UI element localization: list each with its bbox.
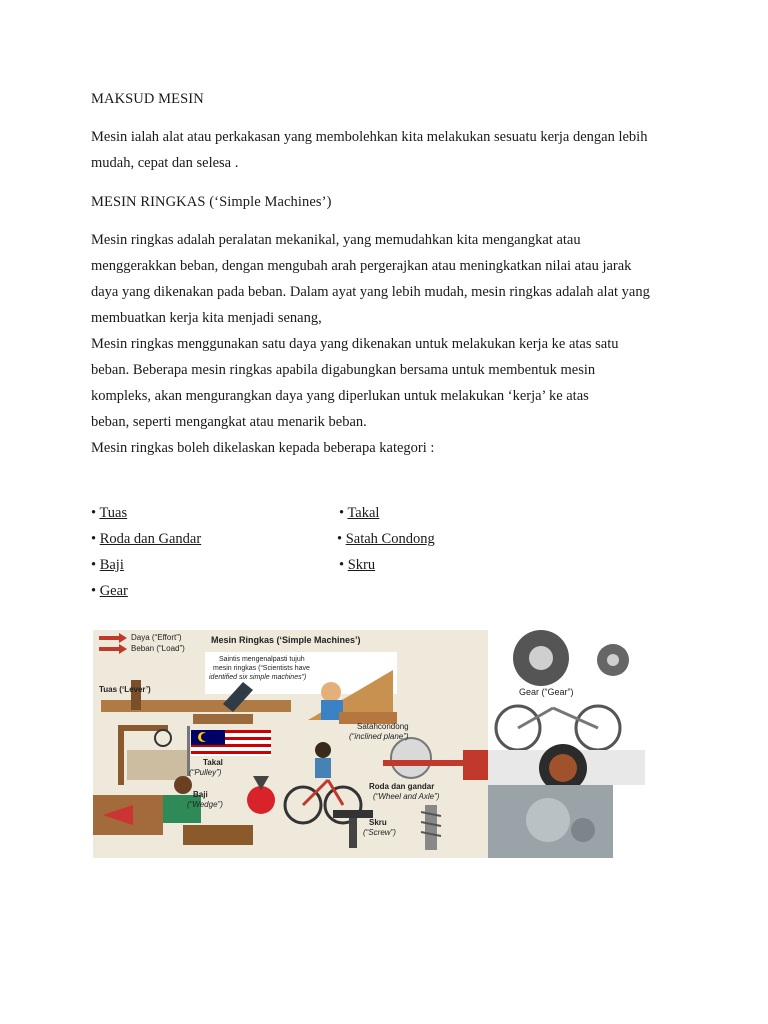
label-takal: Takal [203,758,223,767]
link-roda-dan-gandar[interactable]: Roda dan Gandar [99,531,202,547]
bullet-mark: • [339,557,345,573]
text-line: membuatkan kerja kita menjadi senang, [91,310,322,326]
text-line: mudah, cepat dan selesa . [91,155,239,171]
list-item [91,500,127,526]
legend-load: Beban (“Load”) [131,644,185,653]
section-heading: MESIN RINGKAS (‘Simple Machines’) [91,194,332,210]
text-line: beban. Beberapa mesin ringkas apabila digabungkan bersama untuk membentuk mesin [91,362,596,378]
label-roda-en: (“Wheel and Axle”) [373,792,440,801]
text-line: Mesin ringkas adalah peralatan mekanikal, yang memudahkan kita mengangkat atau [91,232,581,248]
label-baji: Baji [193,790,208,799]
caption-line: mesin ringkas (“Scientists have [213,665,310,672]
label-gear: Gear (“Gear”) [519,687,574,697]
body-paragraph [91,227,650,461]
bullet-mark: • [339,505,345,521]
list-item [339,552,375,578]
link-takal[interactable]: Takal [347,505,380,521]
list-item [91,526,201,552]
list-item [91,578,128,604]
bullet-mark: • [91,557,97,573]
label-satah-en: (“inclined plane”) [349,732,409,741]
link-skru[interactable]: Skru [347,557,376,573]
link-baji[interactable]: Baji [99,557,124,573]
bullet-mark: • [91,505,97,521]
text-line: kompleks, akan mengurangkan daya yang diperlukan untuk melakukan ‘kerja’ ke atas [91,388,589,404]
text-line: Mesin ringkas menggunakan satu daya yang dikenakan untuk melakukan kerja ke atas satu [91,336,619,352]
list-item [339,500,379,526]
link-satah-condong[interactable]: Satah Condong [345,531,435,547]
bullet-mark: • [91,531,97,547]
label-takal-en: (“Pulley”) [189,768,222,777]
list-item [91,552,124,578]
bullet-mark: • [91,583,97,599]
caption-line: Saintis mengenalpasti tujuh [219,656,305,663]
label-skru: Skru [369,818,387,827]
label-tuas: Tuas (‘Lever’) [99,685,151,694]
text-line: beban, seperti mengangkat atau menarik beban. [91,414,367,430]
text-line: daya yang dikenakan pada beban. Dalam ayat yang lebih mudah, mesin ringkas adalah alat yang [91,284,650,300]
link-gear[interactable]: Gear [99,583,128,599]
label-satah: Satahcondong [357,722,409,731]
label-roda: Roda dan gandar [369,782,435,791]
text-line: menggerakkan beban, dengan mengubah arah pergerajkan atau meningkatkan nilai atau jarak [91,258,632,274]
label-skru-en: (“Screw”) [363,828,396,837]
legend-effort: Daya (“Effort”) [131,633,182,642]
list-item [337,526,435,552]
page-title: MAKSUD MESIN [91,91,204,107]
simple-machines-illustration [93,630,645,858]
text-line: Mesin ringkas boleh dikelaskan kepada beberapa kategori : [91,440,435,456]
chainring-icon [488,744,645,792]
link-tuas[interactable]: Tuas [99,505,128,521]
collage-title: Mesin Ringkas (‘Simple Machines’) [211,635,361,645]
bullet-mark: • [337,531,343,547]
definition-paragraph [91,124,647,176]
caption-line: identified six simple machines”) [209,674,307,681]
text-line: Mesin ialah alat atau perkakasan yang membolehkan kita melakukan sesuatu kerja dengan lebih [91,129,648,145]
label-baji-en: (“Wedge”) [187,800,223,809]
